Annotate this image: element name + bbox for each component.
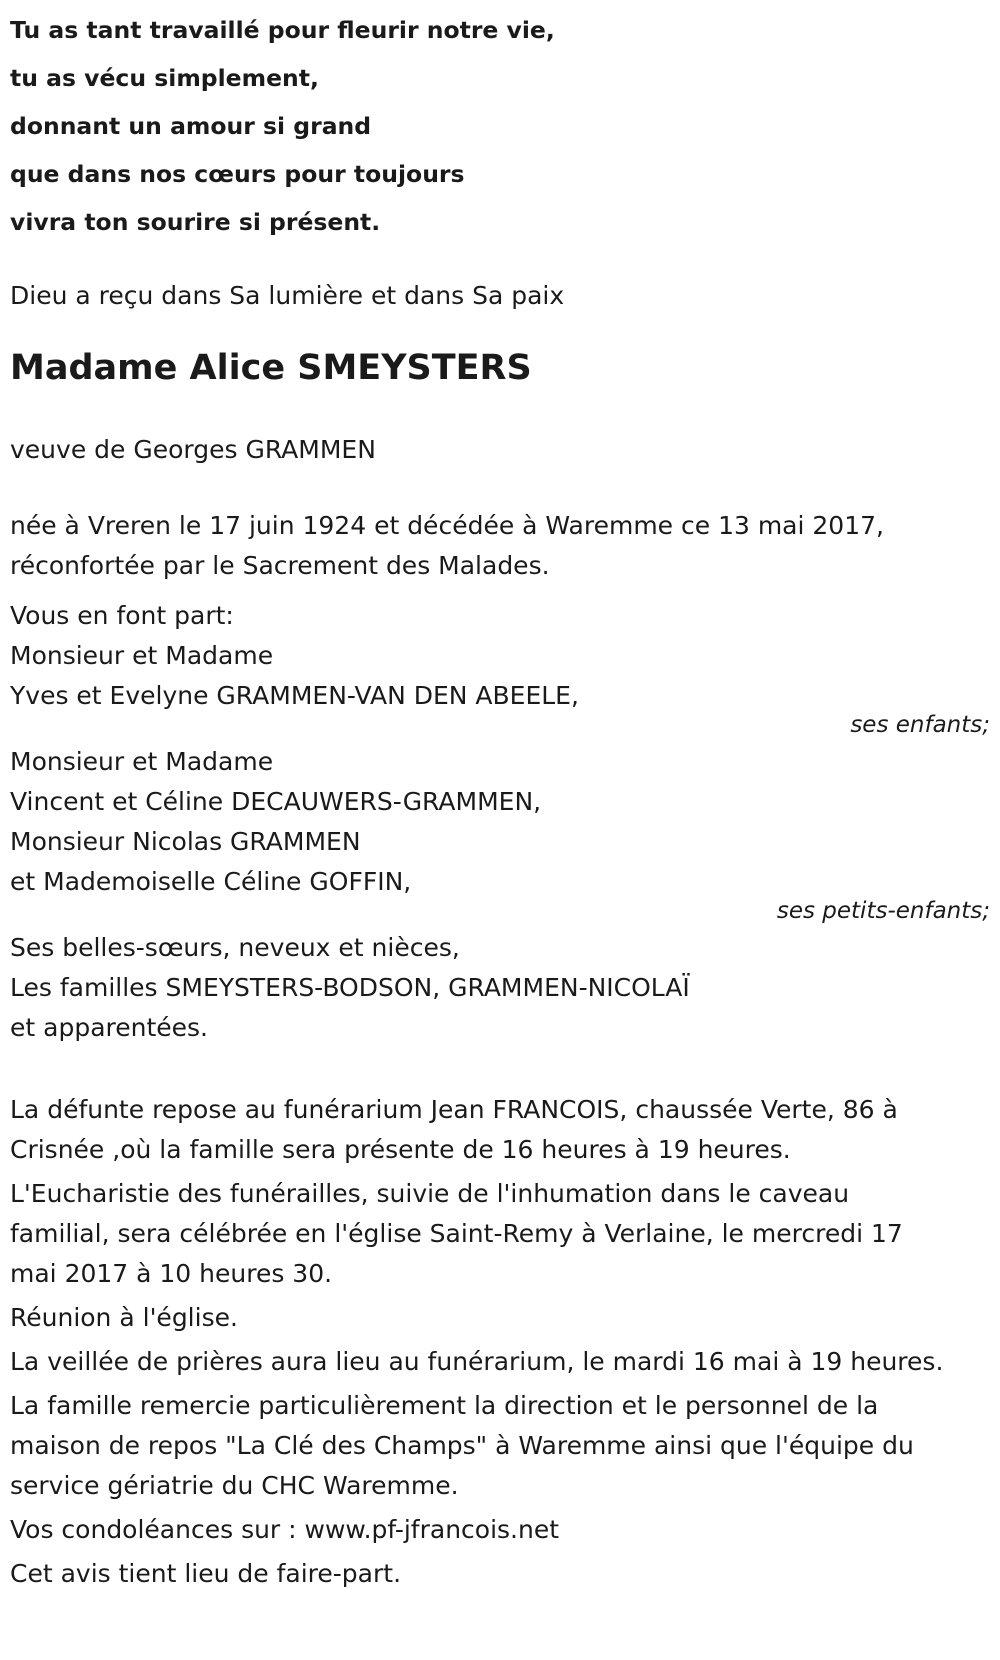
children-line: Monsieur et Madame	[10, 641, 274, 670]
children-block	[10, 596, 990, 738]
detail-paragraph	[10, 1090, 990, 1170]
detail-line: mai 2017 à 10 heures 30.	[10, 1259, 333, 1288]
detail-line: La défunte repose au funérarium Jean FRANCOIS, chaussée Verte, 86 à	[10, 1095, 898, 1124]
detail-paragraph	[10, 1510, 990, 1550]
deceased-name: Madame Alice SMEYSTERS	[10, 348, 532, 388]
birth-line: née à Vreren le 17 juin 1924 et décédée à Waremme ce 13 mai 2017,	[10, 511, 884, 540]
closing-line: Cet avis tient lieu de faire-part.	[10, 1559, 402, 1588]
poem-line: vivra ton sourire si présent.	[10, 208, 381, 236]
poem-line: que dans nos cœurs pour toujours	[10, 160, 465, 188]
detail-line: L'Eucharistie des funérailles, suivie de l'inhumation dans le caveau	[10, 1179, 850, 1208]
grandchildren-line: Monsieur Nicolas GRAMMEN	[10, 827, 361, 856]
grandchildren-relation: ses petits-enfants;	[776, 898, 990, 924]
children-line: Yves et Evelyne GRAMMEN-VAN DEN ABEELE,	[10, 681, 579, 710]
condolences-line: Vos condoléances sur : www.pf-jfrancois.net	[10, 1515, 560, 1544]
detail-line: maison de repos "La Clé des Champs" à Waremme ainsi que l'équipe du	[10, 1431, 914, 1460]
family-line: et apparentées.	[10, 1013, 208, 1042]
detail-paragraph	[10, 1386, 990, 1506]
family-line: Les familles SMEYSTERS-BODSON, GRAMMEN-NICOLAÏ	[10, 973, 690, 1002]
detail-line: Crisnée ,où la famille sera présente de 16 heures à 19 heures.	[10, 1135, 791, 1164]
detail-line: La famille remercie particulièrement la direction et le personnel de la	[10, 1391, 879, 1420]
widow-line: veuve de Georges GRAMMEN	[10, 435, 376, 464]
birth-death-info	[10, 506, 990, 586]
sacrament-line: réconfortée par le Sacrement des Malades.	[10, 551, 550, 580]
family-line: Ses belles-sœurs, neveux et nièces,	[10, 933, 460, 962]
detail-line: La veillée de prières aura lieu au funérarium, le mardi 16 mai à 19 heures.	[10, 1347, 944, 1376]
grandchildren-line: Vincent et Céline DECAUWERS-GRAMMEN,	[10, 787, 542, 816]
grandchildren-block	[10, 742, 990, 924]
poem	[10, 0, 990, 246]
detail-line: Réunion à l'église.	[10, 1303, 238, 1332]
detail-paragraph	[10, 1554, 990, 1594]
announce-line: Vous en font part:	[10, 601, 234, 630]
poem-line: donnant un amour si grand	[10, 112, 372, 140]
grandchildren-line: Monsieur et Madame	[10, 747, 274, 776]
funeral-details	[10, 1090, 990, 1594]
poem-line: tu as vécu simplement,	[10, 64, 319, 92]
grandchildren-line: et Mademoiselle Céline GOFFIN,	[10, 867, 412, 896]
family-block	[10, 928, 990, 1048]
children-relation: ses enfants;	[850, 712, 990, 738]
detail-paragraph	[10, 1298, 990, 1338]
poem-line: Tu as tant travaillé pour fleurir notre vie,	[10, 16, 555, 44]
intro-text: Dieu a reçu dans Sa lumière et dans Sa paix	[10, 281, 565, 310]
detail-paragraph	[10, 1342, 990, 1382]
detail-line: familial, sera célébrée en l'église Saint-Remy à Verlaine, le mercredi 17	[10, 1219, 903, 1248]
detail-line: service gériatrie du CHC Waremme.	[10, 1471, 459, 1500]
detail-paragraph	[10, 1174, 990, 1294]
